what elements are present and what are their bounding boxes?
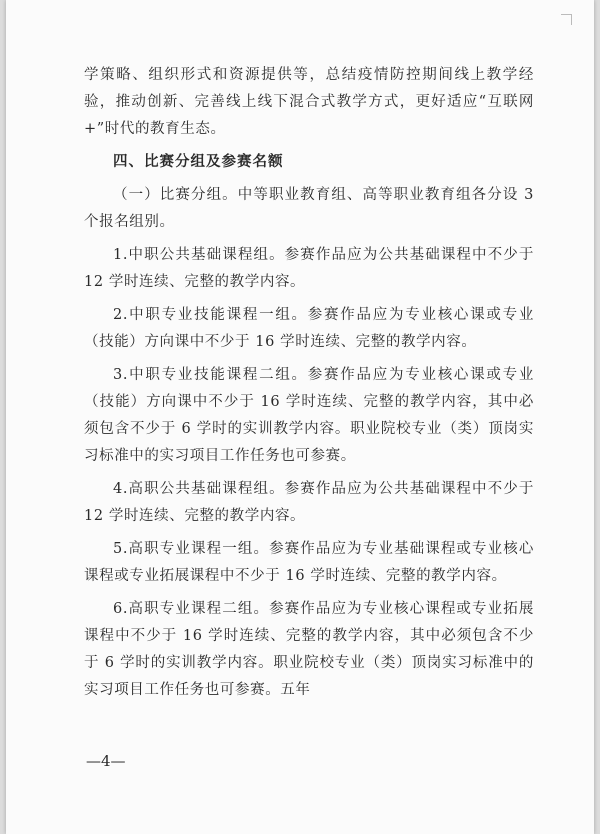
corner-mark — [561, 14, 572, 25]
document-page — [6, 0, 594, 834]
paragraph-item-2: 2.中职专业技能课程一组。参赛作品应为专业核心课或专业（技能）方向课中不少于 16 学时连续、完整的教学内容。 — [84, 307, 534, 350]
document-body — [84, 62, 534, 710]
paragraph-continued: 学策略、组织形式和资源提供等，总结疫情防控期间线上教学经验，推动创新、完善线上线下混合式教学方式，更好适应“互联网+”时代的教育生态。 — [84, 67, 534, 137]
paragraph-item-6: 6.高职专业课程二组。参赛作品应为专业核心课程或专业拓展课程中不少于 16 学时连续、完整的教学内容，其中必须包含不少于 6 学时的实训教学内容。职业院校专业（类）顶岗实习标准中的实习项目工作任务也可参赛。五年 — [84, 601, 534, 698]
paragraph-item-5: 5.高职专业课程一组。参赛作品应为专业基础课程或专业核心课程或专业拓展课程中不少于 16 学时连续、完整的教学内容。 — [84, 541, 534, 584]
paragraph-item-3: 3.中职专业技能课程二组。参赛作品应为专业核心课或专业（技能）方向课中不少于 16 学时连续、完整的教学内容，其中必须包含不少于 6 学时的实训教学内容。职业院校专业（类）顶岗实习标准中的实习项目工作任务也可参赛。 — [84, 367, 534, 464]
section-heading: 四、比赛分组及参赛名额 — [113, 154, 284, 170]
paragraph-item-1: 1.中职公共基础课程组。参赛作品应为公共基础课程中不少于 12 学时连续、完整的教学内容。 — [84, 247, 534, 290]
page-number: —4— — [86, 752, 126, 770]
paragraph-groups: （一）比赛分组。中等职业教育组、高等职业教育组各分设 3 个报名组别。 — [84, 187, 534, 230]
paragraph-item-4: 4.高职公共基础课程组。参赛作品应为公共基础课程中不少于 12 学时连续、完整的教学内容。 — [84, 481, 534, 524]
